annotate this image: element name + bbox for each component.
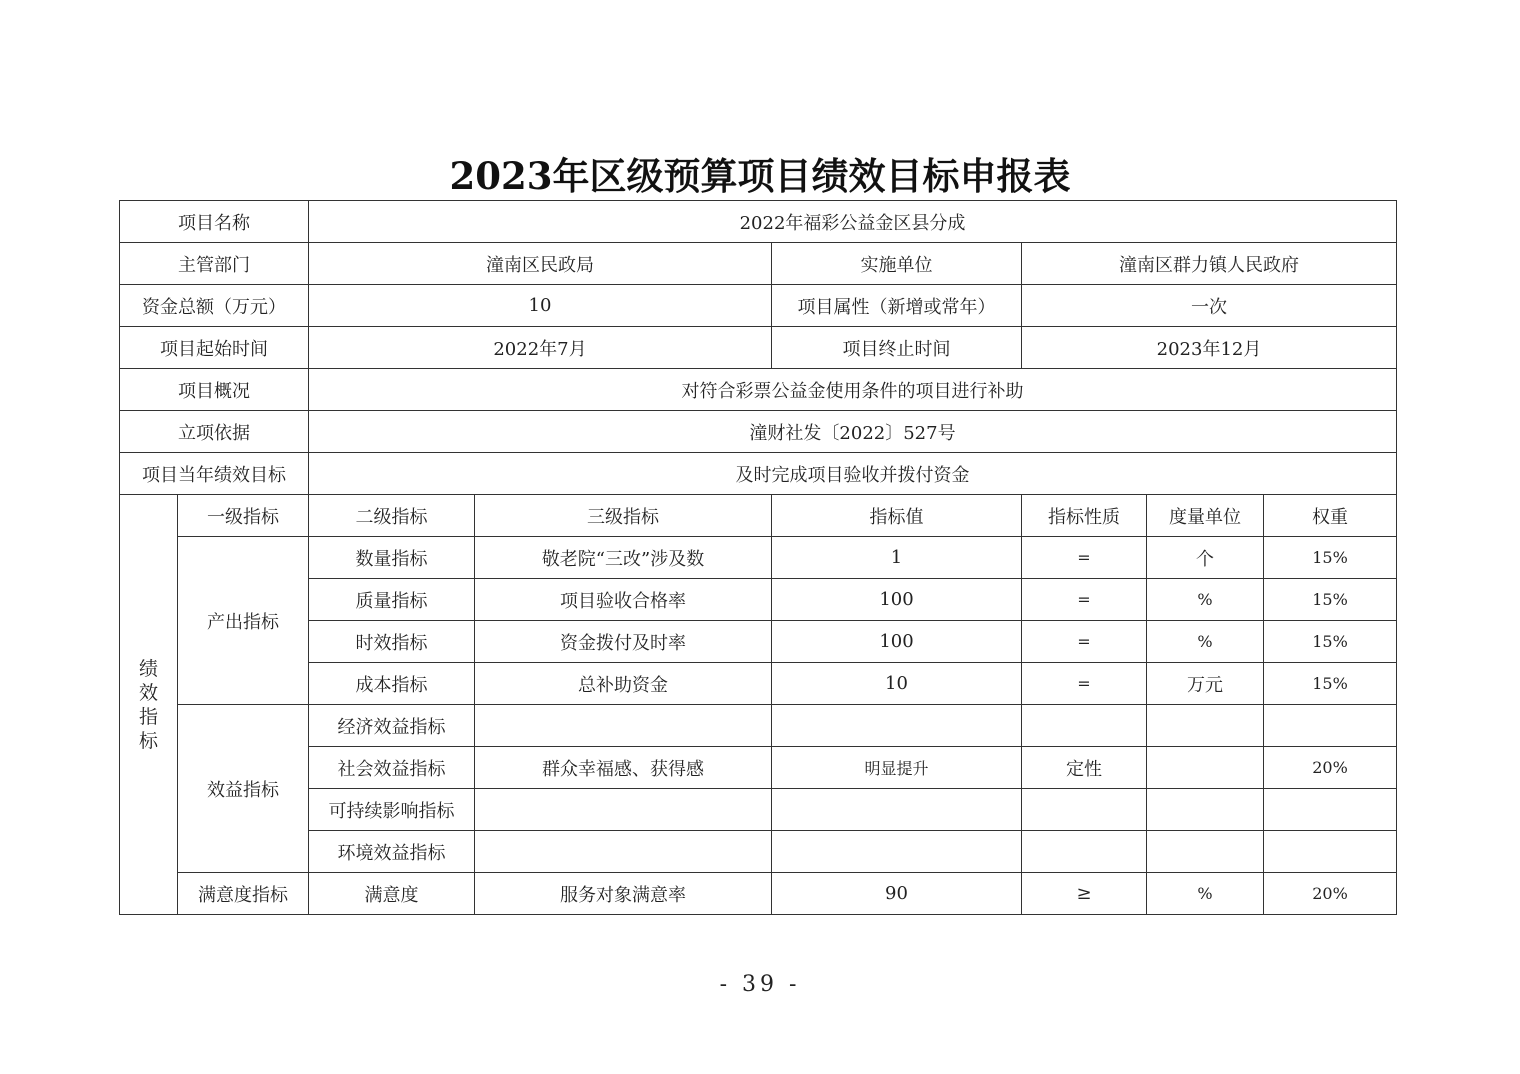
row-fund — [120, 285, 1397, 327]
fund-value: 10 — [309, 285, 772, 327]
attr-value: 一次 — [1022, 285, 1397, 327]
table-row — [120, 705, 1397, 747]
header-value: 指标值 — [772, 495, 1022, 537]
goal-value: 及时完成项目验收并拨付资金 — [309, 453, 1397, 495]
table-row — [120, 537, 1397, 579]
weight-cell: 15% — [1264, 621, 1397, 663]
level3-cell — [475, 705, 772, 747]
weight-cell: 15% — [1264, 663, 1397, 705]
weight-cell — [1264, 831, 1397, 873]
table-row — [120, 579, 1397, 621]
level3-cell: 群众幸福感、获得感 — [475, 747, 772, 789]
weight-cell — [1264, 789, 1397, 831]
row-dept — [120, 243, 1397, 285]
value-cell — [772, 831, 1022, 873]
table-row — [120, 747, 1397, 789]
table-row — [120, 663, 1397, 705]
basis-value: 潼财社发〔2022〕527号 — [309, 411, 1397, 453]
project-name-label: 项目名称 — [120, 201, 309, 243]
unit-cell: % — [1147, 621, 1264, 663]
weight-cell: 20% — [1264, 873, 1397, 915]
value-cell: 1 — [772, 537, 1022, 579]
end-label: 项目终止时间 — [772, 327, 1022, 369]
value-cell: 100 — [772, 621, 1022, 663]
value-cell — [772, 705, 1022, 747]
header-level3: 三级指标 — [475, 495, 772, 537]
unit-cell: % — [1147, 579, 1264, 621]
row-perf-header — [120, 495, 1397, 537]
level2-cell: 时效指标 — [309, 621, 475, 663]
unit-cell: % — [1147, 873, 1264, 915]
page-title: 2023年区级预算项目绩效目标申报表 — [449, 154, 1071, 198]
level3-cell: 总补助资金 — [475, 663, 772, 705]
level2-cell: 可持续影响指标 — [309, 789, 475, 831]
end-value: 2023年12月 — [1022, 327, 1397, 369]
level2-cell: 成本指标 — [309, 663, 475, 705]
level3-cell: 服务对象满意率 — [475, 873, 772, 915]
impl-value: 潼南区群力镇人民政府 — [1022, 243, 1397, 285]
value-cell: 90 — [772, 873, 1022, 915]
value-cell: 100 — [772, 579, 1022, 621]
impl-label: 实施单位 — [772, 243, 1022, 285]
weight-cell: 20% — [1264, 747, 1397, 789]
level3-cell: 敬老院“三改”涉及数 — [475, 537, 772, 579]
header-weight: 权重 — [1264, 495, 1397, 537]
nature-cell: = — [1022, 537, 1147, 579]
level3-cell — [475, 789, 772, 831]
weight-cell: 15% — [1264, 579, 1397, 621]
output-indicator-label: 产出指标 — [178, 537, 309, 705]
nature-cell — [1022, 789, 1147, 831]
unit-cell — [1147, 747, 1264, 789]
nature-cell: = — [1022, 579, 1147, 621]
fund-label: 资金总额（万元） — [120, 285, 309, 327]
row-overview — [120, 369, 1397, 411]
nature-cell: ≥ — [1022, 873, 1147, 915]
unit-cell — [1147, 831, 1264, 873]
weight-cell: 15% — [1264, 537, 1397, 579]
satisfaction-indicator-label: 满意度指标 — [178, 873, 309, 915]
level2-cell: 社会效益指标 — [309, 747, 475, 789]
row-basis — [120, 411, 1397, 453]
row-goal — [120, 453, 1397, 495]
nature-cell: = — [1022, 663, 1147, 705]
level2-cell: 经济效益指标 — [309, 705, 475, 747]
page-number: - 39 - — [719, 972, 801, 997]
header-unit: 度量单位 — [1147, 495, 1264, 537]
performance-form-table — [119, 200, 1397, 915]
dept-value: 潼南区民政局 — [309, 243, 772, 285]
level2-cell: 环境效益指标 — [309, 831, 475, 873]
attr-label: 项目属性（新增或常年） — [772, 285, 1022, 327]
table-row — [120, 789, 1397, 831]
level2-cell: 数量指标 — [309, 537, 475, 579]
project-name-value: 2022年福彩公益金区县分成 — [309, 201, 1397, 243]
level3-cell — [475, 831, 772, 873]
header-nature: 指标性质 — [1022, 495, 1147, 537]
basis-label: 立项依据 — [120, 411, 309, 453]
nature-cell — [1022, 705, 1147, 747]
level3-cell: 项目验收合格率 — [475, 579, 772, 621]
overview-value: 对符合彩票公益金使用条件的项目进行补助 — [309, 369, 1397, 411]
row-project-name — [120, 201, 1397, 243]
level2-cell: 质量指标 — [309, 579, 475, 621]
start-value: 2022年7月 — [309, 327, 772, 369]
start-label: 项目起始时间 — [120, 327, 309, 369]
overview-label: 项目概况 — [120, 369, 309, 411]
unit-cell — [1147, 705, 1264, 747]
unit-cell: 万元 — [1147, 663, 1264, 705]
value-cell — [772, 789, 1022, 831]
table-row — [120, 621, 1397, 663]
benefit-indicator-label: 效益指标 — [178, 705, 309, 873]
weight-cell — [1264, 705, 1397, 747]
table-row — [120, 873, 1397, 915]
level2-cell: 满意度 — [309, 873, 475, 915]
value-cell: 明显提升 — [772, 747, 1022, 789]
nature-cell: = — [1022, 621, 1147, 663]
dept-label: 主管部门 — [120, 243, 309, 285]
header-level1: 一级指标 — [178, 495, 309, 537]
row-time — [120, 327, 1397, 369]
header-level2: 二级指标 — [309, 495, 475, 537]
unit-cell — [1147, 789, 1264, 831]
table-row — [120, 831, 1397, 873]
perf-side-label: 绩 效 指 标 — [120, 495, 178, 915]
nature-cell: 定性 — [1022, 747, 1147, 789]
goal-label: 项目当年绩效目标 — [120, 453, 309, 495]
value-cell: 10 — [772, 663, 1022, 705]
level3-cell: 资金拨付及时率 — [475, 621, 772, 663]
unit-cell: 个 — [1147, 537, 1264, 579]
nature-cell — [1022, 831, 1147, 873]
